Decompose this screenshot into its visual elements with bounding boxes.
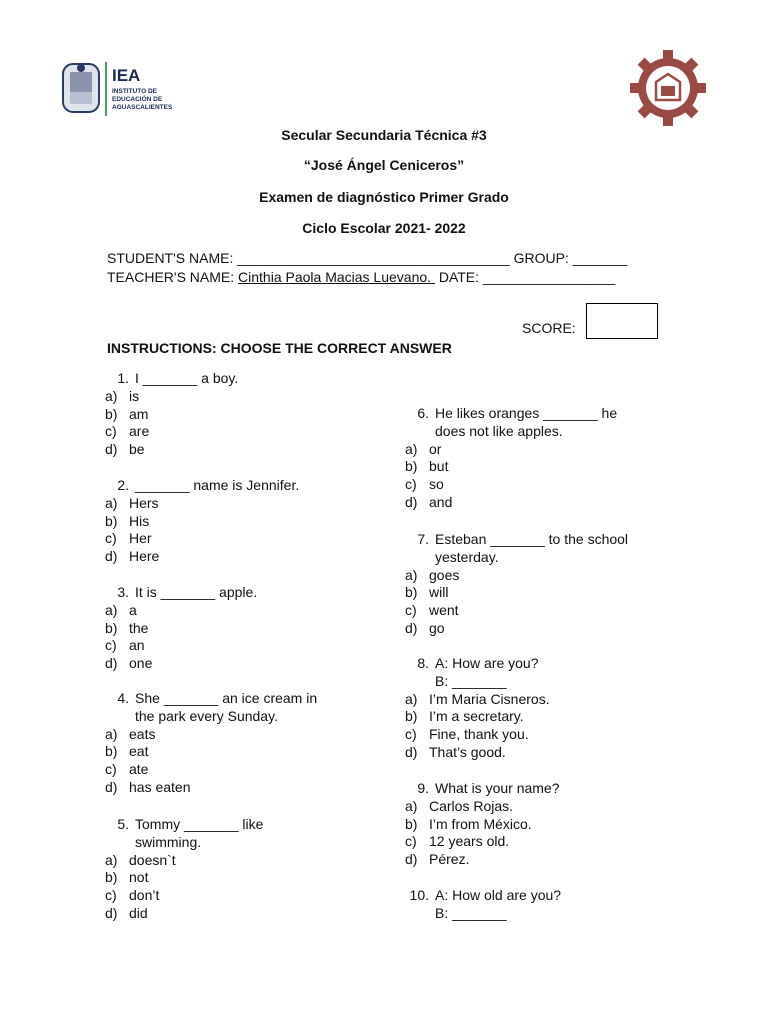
question-number: 2. (117, 477, 129, 493)
option-text: are (129, 423, 150, 440)
question-prompt (405, 405, 617, 423)
answer-option[interactable] (405, 602, 628, 620)
option-text: will (429, 584, 449, 601)
answer-option[interactable] (105, 869, 263, 887)
option-text: I’m from México. (429, 815, 532, 832)
answer-option[interactable] (105, 761, 317, 779)
option-text: has eaten (129, 778, 191, 795)
question-prompt (105, 690, 317, 708)
state-seal-icon (60, 60, 106, 116)
option-text: doesn`t (129, 851, 176, 868)
iea-logo (60, 60, 180, 120)
option-text: don’t (129, 887, 160, 904)
answer-option[interactable] (105, 620, 257, 638)
option-text: or (429, 440, 442, 457)
option-letter: a) (105, 494, 118, 511)
option-letter: a) (405, 566, 418, 583)
option-text: Here (129, 548, 160, 565)
gear-seal-icon (628, 48, 708, 128)
answer-option[interactable] (105, 779, 317, 797)
question-text-continued: B: _______ (435, 672, 507, 689)
answer-option[interactable] (405, 584, 628, 602)
question-number: 4. (117, 690, 129, 706)
question-prompt (105, 584, 257, 602)
option-text: went (429, 602, 459, 619)
question-text: She _______ an ice cream in (135, 690, 318, 706)
option-text: did (129, 904, 148, 921)
option-letter: d) (105, 904, 118, 921)
answer-option[interactable] (405, 851, 560, 869)
question-7 (405, 531, 628, 638)
question-text: I _______ a boy. (135, 370, 239, 386)
answer-option[interactable] (405, 744, 550, 762)
option-letter: c) (105, 637, 117, 654)
option-text: ate (129, 761, 149, 778)
option-text: so (429, 476, 444, 493)
option-letter: c) (405, 726, 417, 743)
question-number: 6. (417, 405, 429, 421)
question-text-continued: swimming. (135, 833, 202, 850)
option-letter: b) (105, 619, 118, 636)
option-text: Pérez. (429, 851, 470, 868)
option-letter: d) (405, 619, 418, 636)
question-number: 9. (417, 780, 429, 796)
answer-option[interactable] (105, 887, 263, 905)
teacher-label: TEACHER'S NAME: (107, 269, 239, 285)
teacher-name: Cinthia Paola Macias Luevano. (238, 269, 435, 285)
question-number: 3. (117, 584, 129, 600)
option-letter: c) (105, 761, 117, 778)
option-letter: b) (105, 743, 118, 760)
option-text: the (129, 619, 149, 636)
cycle-heading: Ciclo Escolar 2021- 2022 (302, 220, 466, 236)
teacher-name-line (107, 269, 615, 285)
answer-option[interactable] (105, 441, 238, 459)
school-name-heading: “José Ángel Ceniceros” (303, 157, 465, 173)
option-text: am (129, 405, 149, 422)
iea-logo-subtitle: INSTITUTO DE EDUCACIÓN DE AGUASCALIENTES (112, 88, 173, 111)
answer-option[interactable] (105, 743, 317, 761)
question-3 (105, 584, 257, 673)
answer-option[interactable] (405, 798, 560, 816)
answer-option[interactable] (405, 708, 550, 726)
question-text-continued: the park every Sunday. (135, 707, 278, 724)
option-letter: d) (105, 441, 118, 458)
question-text: Esteban _______ to the school (435, 531, 629, 547)
answer-option[interactable] (105, 513, 299, 531)
option-letter: d) (105, 655, 118, 672)
option-text: eat (129, 743, 149, 760)
student-name-line: STUDENT'S NAME: ___________________________________ GROUP: _______ (107, 250, 628, 266)
answer-option[interactable] (105, 655, 257, 673)
option-letter: b) (405, 815, 418, 832)
question-1 (105, 370, 238, 459)
option-letter: a) (105, 387, 118, 404)
question-number: 7. (417, 531, 429, 547)
answer-option[interactable] (405, 620, 628, 638)
question-number: 1. (117, 370, 129, 386)
option-letter: a) (105, 601, 118, 618)
option-letter: d) (105, 548, 118, 565)
question-text: _______ name is Jennifer. (135, 477, 300, 493)
question-2 (105, 477, 299, 566)
option-text: goes (429, 566, 460, 583)
answer-option[interactable] (105, 495, 299, 513)
answer-option[interactable] (405, 833, 560, 851)
option-text: but (429, 458, 449, 475)
question-prompt (405, 780, 560, 798)
option-text: Carlos Rojas. (429, 797, 514, 814)
option-letter: a) (105, 851, 118, 868)
question-6 (405, 405, 617, 512)
answer-option[interactable] (105, 548, 299, 566)
answer-option[interactable] (405, 441, 617, 459)
question-prompt (105, 370, 238, 388)
answer-option[interactable] (105, 423, 238, 441)
option-text: is (129, 387, 140, 404)
option-text: be (129, 441, 145, 458)
option-letter: a) (405, 797, 418, 814)
answer-option[interactable] (405, 494, 617, 512)
option-text: Fine, thank you. (429, 726, 529, 743)
question-5 (105, 816, 263, 923)
option-letter: c) (405, 602, 417, 619)
option-letter: b) (105, 869, 118, 886)
option-text: Her (129, 530, 152, 547)
option-text: I’m a secretary. (429, 708, 524, 725)
question-text: Tommy _______ like (135, 816, 264, 832)
option-text: His (129, 512, 150, 529)
instructions: INSTRUCTIONS: CHOOSE THE CORRECT ANSWER (107, 340, 452, 356)
option-text: 12 years old. (429, 833, 510, 850)
question-prompt (405, 531, 628, 549)
question-number: 8. (417, 655, 429, 671)
question-text: A: How old are you? (435, 887, 562, 903)
question-10 (405, 887, 561, 923)
question-prompt (105, 816, 263, 834)
option-text: eats (129, 725, 156, 742)
option-letter: b) (405, 584, 418, 601)
option-text: Hers (129, 494, 159, 511)
option-text: one (129, 655, 153, 672)
question-number: 5. (117, 816, 129, 832)
question-9 (405, 780, 560, 869)
question-8 (405, 655, 550, 762)
option-text: and (429, 493, 453, 510)
option-letter: d) (405, 493, 418, 510)
iea-logo-text: IEA (112, 66, 141, 85)
answer-option[interactable] (405, 691, 550, 709)
question-text: He likes oranges _______ he (435, 405, 618, 421)
option-letter: d) (405, 743, 418, 760)
answer-option[interactable] (105, 388, 238, 406)
answer-option[interactable] (105, 530, 299, 548)
option-letter: c) (105, 423, 117, 440)
option-text: go (429, 619, 445, 636)
option-letter: c) (405, 476, 417, 493)
option-text: I’m Maria Cisneros. (429, 690, 550, 707)
answer-option[interactable] (105, 602, 257, 620)
question-text-continued: B: _______ (435, 904, 507, 921)
score-box[interactable] (586, 303, 658, 339)
question-prompt (105, 477, 299, 495)
question-prompt (405, 655, 550, 673)
option-letter: b) (405, 708, 418, 725)
answer-option[interactable] (405, 567, 628, 585)
option-letter: b) (105, 405, 118, 422)
option-text: an (129, 637, 145, 654)
question-text: A: How are you? (435, 655, 539, 671)
question-4 (105, 690, 317, 797)
question-text-continued: yesterday. (435, 548, 499, 565)
option-letter: b) (105, 512, 118, 529)
option-text: a (129, 601, 137, 618)
question-text-continued: does not like apples. (435, 422, 563, 439)
option-text: not (129, 869, 149, 886)
answer-option[interactable] (405, 458, 617, 476)
exam-heading: Examen de diagnóstico Primer Grado (259, 189, 509, 205)
answer-option[interactable] (405, 726, 550, 744)
question-text: It is _______ apple. (135, 584, 258, 600)
option-letter: c) (405, 833, 417, 850)
option-letter: d) (105, 778, 118, 795)
option-letter: c) (105, 530, 117, 547)
dgest-logo (628, 48, 708, 128)
answer-option[interactable] (105, 905, 263, 923)
option-letter: a) (105, 725, 118, 742)
question-text: What is your name? (435, 780, 560, 796)
answer-option[interactable] (105, 637, 257, 655)
answer-option[interactable] (105, 726, 317, 744)
option-text: That’s good. (429, 743, 506, 760)
option-letter: a) (405, 440, 418, 457)
answer-option[interactable] (105, 852, 263, 870)
option-letter: c) (105, 887, 117, 904)
answer-option[interactable] (405, 816, 560, 834)
question-number: 10. (409, 887, 429, 903)
score-label: SCORE: (522, 320, 576, 336)
option-letter: a) (405, 690, 418, 707)
option-letter: d) (405, 851, 418, 868)
option-letter: b) (405, 458, 418, 475)
school-heading: Secular Secundaria Técnica #3 (281, 127, 487, 143)
answer-option[interactable] (105, 406, 238, 424)
date-field: DATE: _________________ (434, 269, 616, 285)
question-prompt (405, 887, 561, 905)
answer-option[interactable] (405, 476, 617, 494)
